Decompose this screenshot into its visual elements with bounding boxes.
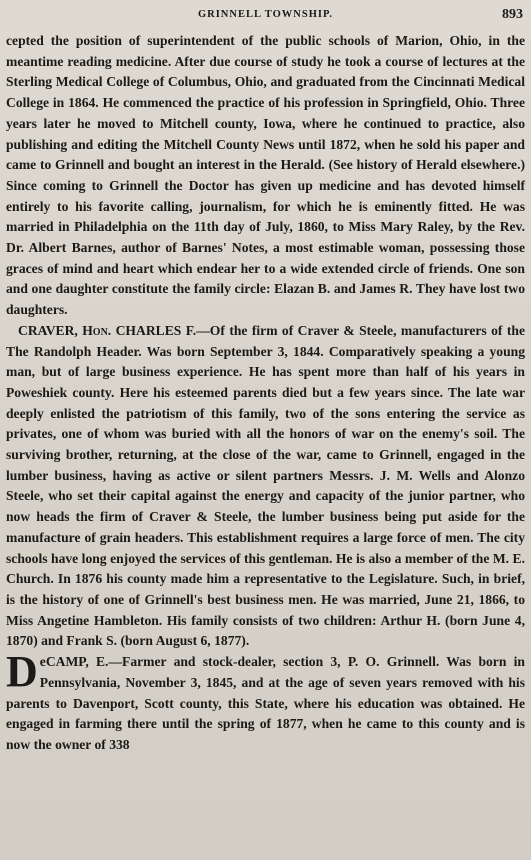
running-header [6, 7, 525, 27]
paragraph-continued-biography: cepted the position of superintendent of the public schools of Marion, Ohio, in the meantime reading medicine. After due course of study he took a course of lectures at the Sterling Medical College of Columbus, Ohio, and graduated from the Cincinnati Medical College in 1864. He commenced the practice of his profession in Springfield, Ohio. Three years later he moved to Mitchell county, Iowa, where he continued to practice, also publishing and editing the Mitchell County News until 1872, when he sold his paper and came to Grinnell and bought an interest in the Herald. (See history of Herald elsewhere.) Since coming to Grinnell the Doctor has given up medicine and has devoted himself entirely to his favorite calling, journalism, for which he is eminently fitted. He was married in Philadelphia on the 11th day of July, 1860, to Miss Mary Raley, by the Rev. Dr. Albert Barnes, author of Barnes' Notes, a most estimable woman, possessing those graces of mind and heart which endear her to a wide extended circle of friends. One son and one daughter constitute the family circle: Elazan B. and James R. They have lost two daughters. [6, 33, 525, 318]
biography-text-craver: —Of the firm of Craver & Steele, manufacturers of the The Randolph Header. Was born September 3, 1844. Comparatively speaking a young man, but of large business experience. He has spent more than half of his years in Poweshiek county. Here his esteemed parents died but a few years since. The late war deeply enlisted the patriotism of this family, two of the sons entering the service as privates, one of whom was buried with all the honors of war on the enemy's soil. The surviving brother, returning, at the close of the war, came to Grinnell, engaged in the lumber business, having as active or silent partners Messrs. J. M. Wells and Alonzo Steele, who set their capital against the energy and capacity of the junior partner, who now heads the firm of Craver & Steele, the lumber business being put aside for the manufacture of grain headers. This establishment requires a large force of men. The city schools have long enjoyed the services of this gentleman. He is also a member of the M. E. Church. In 1876 his county made him a representative to the Legislature. Such, in brief, is the history of one of Grinnell's best business men. He was married, June 21, 1866, to Miss Angetine Hambleton. His family consists of two children: Arthur H. (born June 4, 1870) and Frank S. (born August 6, 1877). [6, 322, 525, 649]
biography-name-craver: CRAVER, Hon. CHARLES F. [18, 322, 197, 338]
biography-decamp [6, 647, 525, 756]
biography-name-decamp: eCAMP, E. [39, 654, 109, 670]
biography-craver [6, 321, 525, 652]
running-title: GRINNELL TOWNSHIP. [197, 9, 334, 20]
drop-cap: D [6, 647, 38, 697]
body-text [6, 31, 525, 756]
page-number: 893 [502, 7, 523, 22]
biography-text-decamp: —Farmer and stock-dealer, section 3, P. O. Grinnell. Was born in Pennsylvania, November 3, 1845, and at the age of seven years removed with his parents to Davenport, Scott county, this State, where his education was obtained. He engaged in farming there until the spring of 1877, when he came to this county and is now the owner of 338 [6, 654, 525, 752]
